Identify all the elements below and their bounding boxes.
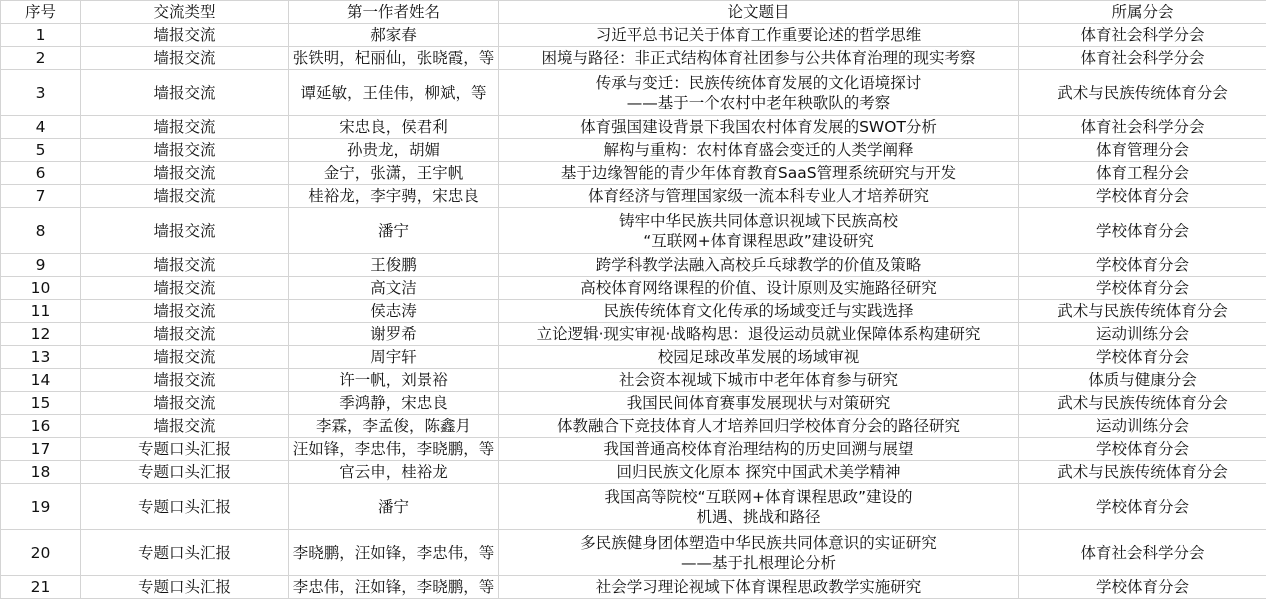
row-index: 12 [1, 323, 81, 346]
row-branch: 学校体育分会 [1019, 484, 1266, 530]
row-title-line: 传承与变迁：民族传统体育发展的文化语境探讨 [595, 73, 922, 92]
row-title-line: ——基于一个农村中老年秧歌队的考察 [626, 93, 891, 112]
row-type: 墙报交流 [81, 346, 289, 369]
row-title-line: 我国民间体育赛事发展现状与对策研究 [626, 394, 891, 412]
row-title [499, 461, 1019, 484]
row-type: 专题口头汇报 [81, 530, 289, 576]
table-row [1, 47, 1266, 70]
row-branch: 运动训练分会 [1019, 415, 1266, 438]
row-index: 11 [1, 300, 81, 323]
row-title [499, 369, 1019, 392]
row-type: 墙报交流 [81, 139, 289, 162]
row-title [499, 185, 1019, 208]
row-title-line: 回归民族文化原本 探究中国武术美学精神 [616, 463, 901, 481]
row-author: 潘宁 [289, 484, 499, 530]
row-index: 5 [1, 139, 81, 162]
table-row [1, 438, 1266, 461]
table-row [1, 162, 1266, 185]
row-author: 谢罗希 [289, 323, 499, 346]
header-author: 第一作者姓名 [289, 1, 499, 24]
row-branch: 体育社会科学分会 [1019, 530, 1266, 576]
row-type: 墙报交流 [81, 24, 289, 47]
row-type: 专题口头汇报 [81, 438, 289, 461]
row-title [499, 438, 1019, 461]
row-title [499, 47, 1019, 70]
row-title-line: 多民族健身团体塑造中华民族共同体意识的实证研究 [580, 533, 937, 552]
row-author: 李晓鹏，汪如锋，李忠伟，等 [289, 530, 499, 576]
row-index: 1 [1, 24, 81, 47]
row-title-line: 跨学科教学法融入高校乒乓球教学的价值及策略 [595, 256, 922, 274]
row-type: 墙报交流 [81, 323, 289, 346]
row-title [499, 484, 1019, 530]
row-branch: 体育社会科学分会 [1019, 116, 1266, 139]
row-author: 周宇轩 [289, 346, 499, 369]
row-title [499, 323, 1019, 346]
row-type: 墙报交流 [81, 208, 289, 254]
table-row [1, 254, 1266, 277]
row-title-line: 社会资本视域下城市中老年体育参与研究 [618, 371, 898, 389]
row-index: 16 [1, 415, 81, 438]
row-index: 4 [1, 116, 81, 139]
row-type: 墙报交流 [81, 415, 289, 438]
row-title [499, 24, 1019, 47]
table-body [1, 24, 1266, 599]
header-index: 序号 [1, 1, 81, 24]
header-row [1, 1, 1266, 24]
row-branch: 武术与民族传统体育分会 [1019, 300, 1266, 323]
row-title [499, 139, 1019, 162]
header-branch: 所属分会 [1019, 1, 1266, 24]
row-title [499, 530, 1019, 576]
row-branch: 学校体育分会 [1019, 346, 1266, 369]
row-branch: 体育管理分会 [1019, 139, 1266, 162]
row-author: 张铁明，杞丽仙，张晓霞，等 [289, 47, 499, 70]
row-index: 21 [1, 576, 81, 599]
row-branch: 学校体育分会 [1019, 185, 1266, 208]
table-row [1, 576, 1266, 599]
row-type: 专题口头汇报 [81, 576, 289, 599]
row-branch: 体质与健康分会 [1019, 369, 1266, 392]
row-title-line: 解构与重构：农村体育盛会变迁的人类学阐释 [603, 141, 914, 159]
header-title: 论文题目 [499, 1, 1019, 24]
row-index: 7 [1, 185, 81, 208]
row-title [499, 70, 1019, 116]
row-author: 郝家春 [289, 24, 499, 47]
row-title-line: 校园足球改革发展的场域审视 [657, 348, 860, 366]
row-index: 10 [1, 277, 81, 300]
row-author: 官云申，桂裕龙 [289, 461, 499, 484]
row-title [499, 392, 1019, 415]
row-index: 20 [1, 530, 81, 576]
row-author: 李霖，李孟俊，陈鑫月 [289, 415, 499, 438]
table-row [1, 461, 1266, 484]
table-row [1, 277, 1266, 300]
row-title [499, 576, 1019, 599]
row-type: 墙报交流 [81, 116, 289, 139]
row-branch: 学校体育分会 [1019, 438, 1266, 461]
row-title-line: 体育强国建设背景下我国农村体育发展的SWOT分析 [580, 118, 937, 136]
table-row [1, 530, 1266, 576]
row-author: 金宁，张潇，王宇帆 [289, 162, 499, 185]
row-title-line: 习近平总书记关于体育工作重要论述的哲学思维 [595, 26, 922, 44]
table-row [1, 300, 1266, 323]
row-type: 墙报交流 [81, 162, 289, 185]
table-row [1, 116, 1266, 139]
row-index: 9 [1, 254, 81, 277]
row-title-line: 体教融合下竞技体育人才培养回归学校体育分会的路径研究 [556, 417, 960, 435]
row-type: 墙报交流 [81, 300, 289, 323]
row-index: 3 [1, 70, 81, 116]
row-type: 墙报交流 [81, 254, 289, 277]
row-index: 15 [1, 392, 81, 415]
row-author: 潘宁 [289, 208, 499, 254]
table-row [1, 346, 1266, 369]
row-title-line: 困境与路径：非正式结构体育社团参与公共体育治理的现实考察 [541, 49, 976, 67]
row-index: 2 [1, 47, 81, 70]
row-title-line: “互联网+体育课程思政”建设研究 [643, 231, 874, 250]
row-author: 桂裕龙，李宇骋，宋忠良 [289, 185, 499, 208]
row-index: 19 [1, 484, 81, 530]
row-type: 墙报交流 [81, 277, 289, 300]
row-type: 墙报交流 [81, 185, 289, 208]
row-title [499, 346, 1019, 369]
row-title-line: 基于边缘智能的青少年体育教育SaaS管理系统研究与开发 [560, 164, 957, 182]
row-index: 13 [1, 346, 81, 369]
row-title [499, 162, 1019, 185]
table-row [1, 185, 1266, 208]
row-type: 墙报交流 [81, 70, 289, 116]
table-row [1, 208, 1266, 254]
row-title [499, 415, 1019, 438]
row-author: 高文洁 [289, 277, 499, 300]
row-title-line: 我国高等院校“互联网+体育课程思政”建设的 [604, 487, 913, 506]
table-row [1, 70, 1266, 116]
row-author: 许一帆，刘景裕 [289, 369, 499, 392]
row-title-line: 立论逻辑·现实审视·战略构思：退役运动员就业保障体系构建研究 [536, 325, 981, 343]
row-author: 李忠伟，汪如锋，李晓鹏，等 [289, 576, 499, 599]
row-branch: 学校体育分会 [1019, 277, 1266, 300]
row-index: 8 [1, 208, 81, 254]
header-type: 交流类型 [81, 1, 289, 24]
row-branch: 武术与民族传统体育分会 [1019, 461, 1266, 484]
row-title-line: 机遇、挑战和路径 [696, 507, 821, 526]
table-row [1, 484, 1266, 530]
row-author: 季鸿静，宋忠良 [289, 392, 499, 415]
row-branch: 体育社会科学分会 [1019, 24, 1266, 47]
row-type: 墙报交流 [81, 392, 289, 415]
table-row [1, 139, 1266, 162]
row-type: 墙报交流 [81, 369, 289, 392]
row-branch: 体育社会科学分会 [1019, 47, 1266, 70]
row-author: 汪如锋，李忠伟，李晓鹏，等 [289, 438, 499, 461]
row-title-line: 我国普通高校体育治理结构的历史回溯与展望 [603, 440, 914, 458]
table-row [1, 392, 1266, 415]
row-author: 王俊鹏 [289, 254, 499, 277]
row-author: 宋忠良，侯君利 [289, 116, 499, 139]
row-branch: 武术与民族传统体育分会 [1019, 392, 1266, 415]
table-row [1, 24, 1266, 47]
row-title-line: 铸牢中华民族共同体意识视域下民族高校 [618, 211, 898, 230]
row-branch: 武术与民族传统体育分会 [1019, 70, 1266, 116]
table-row [1, 323, 1266, 346]
row-title-line: 体育经济与管理国家级一流本科专业人才培养研究 [587, 187, 929, 205]
row-author: 孙贵龙，胡媚 [289, 139, 499, 162]
row-title-line: 高校体育网络课程的价值、设计原则及实施路径研究 [580, 279, 937, 297]
row-branch: 学校体育分会 [1019, 208, 1266, 254]
row-title [499, 208, 1019, 254]
row-type: 专题口头汇报 [81, 461, 289, 484]
row-title [499, 277, 1019, 300]
row-title [499, 116, 1019, 139]
row-author: 谭延敏，王佳伟，柳斌，等 [289, 70, 499, 116]
row-title-line: 民族传统体育文化传承的场域变迁与实践选择 [603, 302, 914, 320]
table-row [1, 369, 1266, 392]
row-title [499, 254, 1019, 277]
row-title [499, 300, 1019, 323]
row-type: 专题口头汇报 [81, 484, 289, 530]
table-row [1, 415, 1266, 438]
row-index: 17 [1, 438, 81, 461]
row-title-line: 社会学习理论视域下体育课程思政教学实施研究 [595, 578, 922, 596]
row-index: 18 [1, 461, 81, 484]
row-branch: 体育工程分会 [1019, 162, 1266, 185]
row-title-line: ——基于扎根理论分析 [680, 553, 836, 572]
row-type: 墙报交流 [81, 47, 289, 70]
row-author: 侯志涛 [289, 300, 499, 323]
row-index: 14 [1, 369, 81, 392]
row-branch: 运动训练分会 [1019, 323, 1266, 346]
row-index: 6 [1, 162, 81, 185]
row-branch: 学校体育分会 [1019, 254, 1266, 277]
row-branch: 学校体育分会 [1019, 576, 1266, 599]
